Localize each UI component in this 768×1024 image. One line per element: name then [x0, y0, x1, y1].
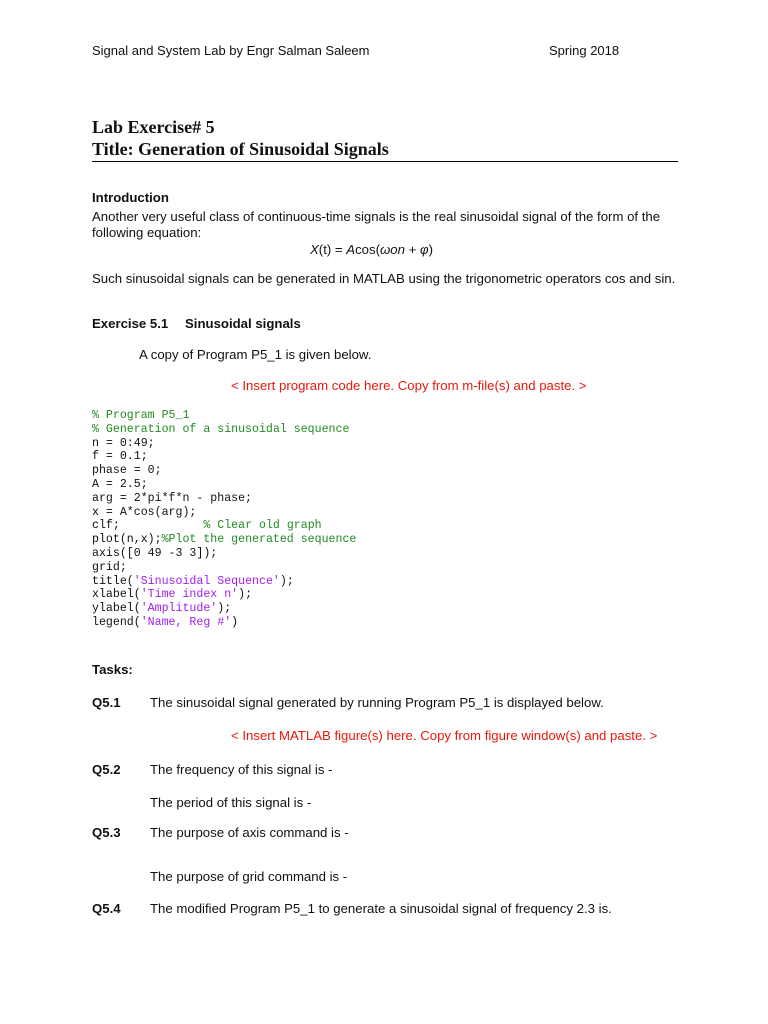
q5-2-number: Q5.2 — [92, 762, 121, 777]
q5-4-text: The modified Program P5_1 to generate a sinusoidal signal of frequency 2.3 is. — [150, 901, 612, 916]
q5-2-text-2: The period of this signal is - — [150, 795, 312, 810]
insert-code-placeholder: < Insert program code here. Copy from m-file(s) and paste. > — [231, 378, 587, 393]
lab-title: Title: Generation of Sinusoidal Signals — [92, 139, 389, 159]
lab-exercise-title: Lab Exercise# 5 — [92, 117, 215, 137]
page-header-right: Spring 2018 — [549, 43, 620, 58]
matlab-code-block: % Program P5_1 % Generation of a sinusoidal sequence n = 0:49; f = 0.1; phase = 0; A = 2.5; arg = 2*pi*f*n - phase; x = A*cos(arg); clf; % Clear old graph plot(n,x);%Plot the generated sequence axis([0 49 -3 3]); grid; title('Sinusoidal Sequence'); xlabel('Time index n'); ylabel('Amplitude'); legend('Name, Reg #') — [92, 409, 357, 629]
intro-line-3: Such sinusoidal signals can be generated in MATLAB using the trigonometric operators cos and sin. — [92, 271, 676, 286]
exercise-label: Exercise 5.1 — [92, 316, 169, 331]
introduction-heading: Introduction — [92, 190, 169, 205]
program-copy-text: A copy of Program P5_1 is given below. — [139, 347, 372, 362]
q5-3-number: Q5.3 — [92, 825, 121, 840]
page-header-left: Signal and System Lab by Engr Salman Saleem — [92, 43, 370, 58]
intro-line-2: following equation: — [92, 225, 202, 240]
q5-1-text: The sinusoidal signal generated by running Program P5_1 is displayed below. — [150, 695, 604, 710]
q5-1-number: Q5.1 — [92, 695, 121, 710]
q5-3-text-2: The purpose of grid command is - — [150, 869, 348, 884]
intro-line-1: Another very useful class of continuous-time signals is the real sinusoidal signal of the form of the — [92, 209, 661, 224]
exercise-name: Sinusoidal signals — [185, 316, 301, 331]
sinusoid-equation: X(t) = Acos(ωon + φ) — [310, 242, 433, 257]
q5-4-number: Q5.4 — [92, 901, 121, 916]
tasks-heading: Tasks: — [92, 662, 133, 677]
q5-2-text: The frequency of this signal is - — [150, 762, 333, 777]
q5-3-text: The purpose of axis command is - — [150, 825, 349, 840]
title-underline — [92, 161, 678, 162]
insert-figure-placeholder: < Insert MATLAB figure(s) here. Copy from figure window(s) and paste. > — [231, 728, 658, 743]
